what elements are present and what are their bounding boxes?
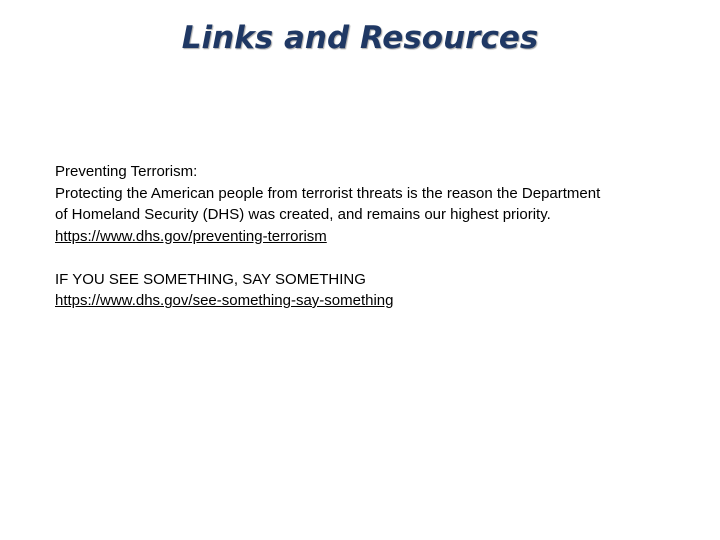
section-body-preventing-terrorism: Protecting the American people from terrorist threats is the reason the Department of Homeland Security (DHS) was created, and remains our highest priority. bbox=[55, 184, 601, 223]
link-see-something-say-something[interactable]: https://www.dhs.gov/see-something-say-something bbox=[55, 292, 394, 309]
spacer bbox=[55, 247, 615, 269]
link-preventing-terrorism[interactable]: https://www.dhs.gov/preventing-terrorism bbox=[55, 227, 327, 245]
section-heading-preventing-terrorism: Preventing Terrorism: bbox=[55, 163, 198, 180]
slide-title: Links and Resources bbox=[181, 20, 539, 56]
section-heading-see-something: IF YOU SEE SOMETHING, SAY SOMETHING bbox=[55, 270, 366, 288]
slide-body bbox=[55, 161, 615, 312]
